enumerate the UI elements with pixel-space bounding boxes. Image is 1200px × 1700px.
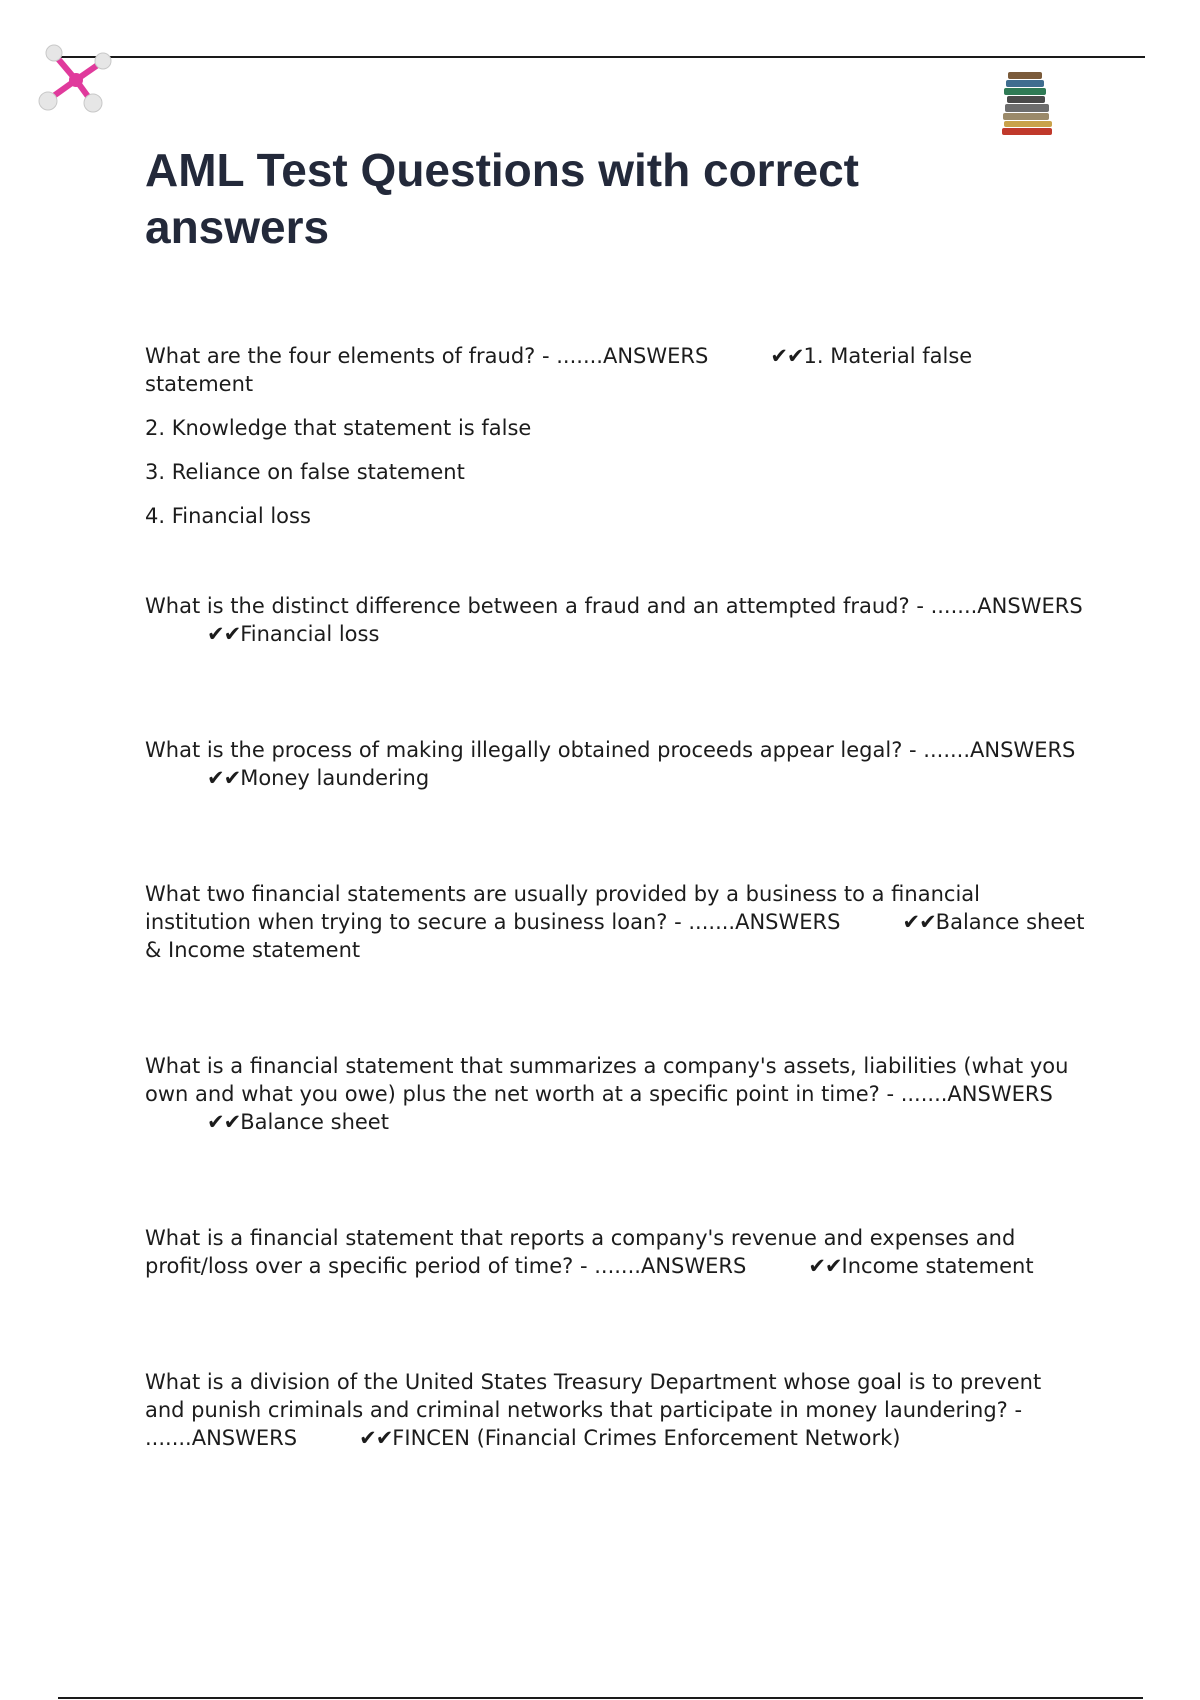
header-rule — [60, 56, 1145, 58]
check-marks-icon: ✔✔ — [770, 344, 804, 368]
answer-text: FINCEN (Financial Crimes Enforcement Network) — [392, 1426, 901, 1450]
qa-item — [145, 1052, 1085, 1136]
question-text: What is a financial statement that reports a company's revenue and expenses and profit/loss over a specific period of time? — [145, 1226, 1016, 1278]
qa-item — [145, 1224, 1085, 1280]
answer-text: Money laundering — [240, 766, 430, 790]
answers-marker: - .......ANSWERS — [541, 344, 709, 368]
qa-question-line — [145, 592, 1085, 648]
answer-text: Balance sheet & Income statement — [145, 910, 1085, 962]
question-text: What is the process of making illegally obtained proceeds appear legal? — [145, 738, 903, 762]
answer-text: Income statement — [841, 1254, 1034, 1278]
answers-marker: - .......ANSWERS — [916, 594, 1083, 618]
question-text: What is a financial statement that summarizes a company's assets, liabilities (what you own and what you owe) plus the net worth at a specific point in time? — [145, 1054, 1069, 1106]
qa-question-line — [145, 1052, 1085, 1136]
footer-rule — [58, 1697, 1143, 1699]
check-marks-icon: ✔✔ — [207, 766, 241, 790]
answer-text: Financial loss — [240, 622, 380, 646]
answers-marker: - .......ANSWERS — [886, 1082, 1053, 1106]
qa-question-line — [145, 342, 1085, 398]
answers-marker: - .......ANSWERS — [145, 1398, 1023, 1450]
check-marks-icon: ✔✔ — [207, 1110, 241, 1134]
question-text: What two financial statements are usually provided by a business to a financial institution when trying to secure a business loan? — [145, 882, 980, 934]
qa-list — [145, 342, 1085, 1540]
check-marks-icon: ✔✔ — [207, 622, 241, 646]
qa-item — [145, 880, 1085, 964]
qa-question-line — [145, 1224, 1085, 1280]
question-text: What is a division of the United States Treasury Department whose goal is to prevent and punish criminals and criminal networks that participate in money laundering? — [145, 1370, 1042, 1422]
answer-text: 3. Reliance on false statement — [145, 460, 465, 484]
check-marks-icon: ✔✔ — [902, 910, 936, 934]
answers-marker: - .......ANSWERS — [579, 1254, 747, 1278]
answer-text: Balance sheet — [240, 1110, 389, 1134]
question-text: What is the distinct difference between a fraud and an attempted fraud? — [145, 594, 910, 618]
qa-item — [145, 736, 1085, 792]
qa-question-line — [145, 880, 1085, 964]
check-marks-icon: ✔✔ — [808, 1254, 842, 1278]
molecule-icon — [36, 40, 116, 120]
qa-item — [145, 592, 1085, 648]
question-text: What are the four elements of fraud? — [145, 344, 536, 368]
answer-text: 4. Financial loss — [145, 504, 311, 528]
answers-marker: - .......ANSWERS — [674, 910, 841, 934]
stacked-books-icon — [1000, 70, 1056, 136]
qa-question-line — [145, 736, 1085, 792]
answer-text: 1. Material false statement — [145, 344, 973, 396]
answers-marker: - .......ANSWERS — [909, 738, 1076, 762]
qa-item — [145, 1368, 1085, 1452]
qa-item — [145, 342, 1085, 530]
answer-text: 2. Knowledge that statement is false — [145, 416, 532, 440]
qa-question-line — [145, 1368, 1085, 1452]
document-title: AML Test Questions with correct answers — [145, 144, 859, 253]
check-marks-icon: ✔✔ — [359, 1426, 393, 1450]
